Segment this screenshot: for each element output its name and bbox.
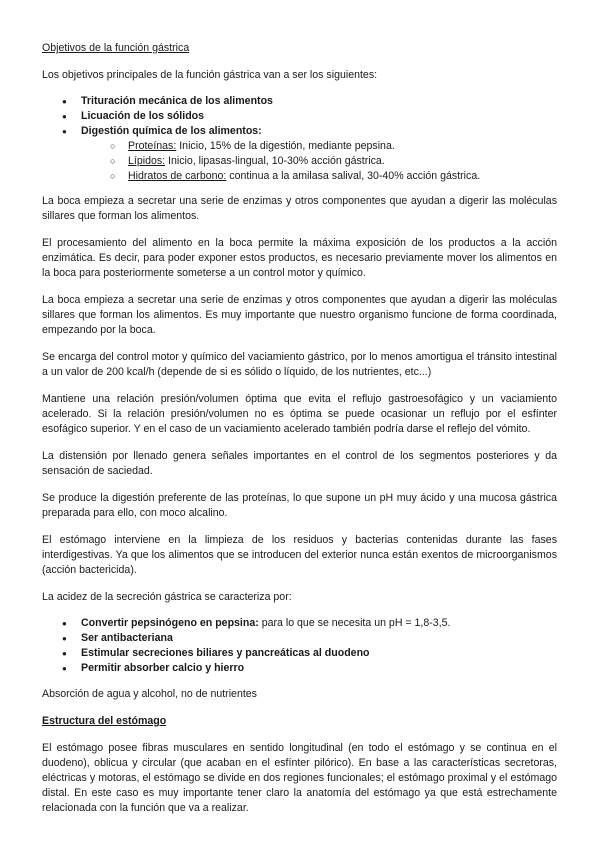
sublist-item: ○ Lípidos: Inicio, lipasas-lingual, 10-30% acción gástrica. bbox=[110, 154, 557, 169]
list-item: ● Estimular secreciones biliares y pancreáticas al duodeno bbox=[62, 646, 557, 661]
sublist-item: ○ Proteínas: Inicio, 15% de la digestión, mediante pepsina. bbox=[110, 139, 557, 154]
digestion-sublist bbox=[81, 139, 557, 184]
paragraph: La distensión por llenado genera señales importantes en el control de los segmentos posteriores y da sensación de saciedad. bbox=[42, 450, 557, 477]
intro-paragraph: Los objetivos principales de la función gástrica van a ser los siguientes: bbox=[42, 69, 378, 81]
paragraph: La acidez de la secreción gástrica se caracteriza por: bbox=[42, 591, 292, 603]
list-item: ● Trituración mecánica de los alimentos bbox=[62, 94, 557, 109]
list-item: ● Ser antibacteriana bbox=[62, 631, 557, 646]
paragraph: Mantiene una relación presión/volumen óptima que evita el reflujo gastroesofágico y un vaciamiento acelerado. Si la relación presión/volumen no es óptima se puede ocasionar un reflujo por el esfínter esofágico superior. Y en el caso de un vaciamiento acelerado también podría darse el reflejo del vómito. bbox=[42, 393, 557, 435]
paragraph: Se produce la digestión preferente de las proteínas, lo que supone un pH muy ácido y una mucosa gástrica preparada para ello, con moco alcalino. bbox=[42, 492, 557, 519]
paragraph: Se encarga del control motor y químico del vaciamiento gástrico, por lo menos amortigua el tránsito intestinal a un valor de 200 kcal/h (depende de si es sólido o líquido, de los nutrientes, etc...) bbox=[42, 351, 557, 378]
objetivos-list bbox=[42, 94, 557, 184]
section-title-estructura: Estructura del estómago bbox=[42, 715, 167, 727]
list-item: ● Licuación de los sólidos bbox=[62, 109, 557, 124]
paragraph: La boca empieza a secretar una serie de enzimas y otros componentes que ayudan a digerir las moléculas sillares que forman los alimentos. bbox=[42, 195, 557, 222]
estructura-paragraph: El estómago posee fibras musculares en sentido longitudinal (en todo el estómago y se continua en el duodeno), oblicua y circular (que acaban en el esfínter pilórico). En base a las características secretoras, eléctricas y motoras, el estómago se divide en dos regiones funcionales; el estómago proximal y el estómago distal. En este caso es muy importante tener claro la anatomía del estómago ya que está estrechamente relacionada con la función que va a realizar. bbox=[42, 742, 557, 814]
paragraph: La boca empieza a secretar una serie de enzimas y otros componentes que ayudan a digerir las moléculas sillares que forman los alimentos. Es muy importante que nuestro organismo funcione de forma coordinada, empezando por la boca. bbox=[42, 294, 557, 336]
list-item: ● Permitir absorber calcio y hierro bbox=[62, 661, 557, 676]
acidez-list bbox=[42, 616, 557, 676]
absorcion-paragraph: Absorción de agua y alcohol, no de nutrientes bbox=[42, 688, 257, 700]
list-item: ● Digestión química de los alimentos: ○ Proteínas: Inicio, 15% de la digestión, mediante pepsina. ○ Lípidos: Inicio, lipasas-lingual, 10-30% acción gástrica. ○ Hidratos de carbono: continua a la amilasa salival, 30-40% acción gástrica. bbox=[62, 124, 557, 184]
paragraph: El procesamiento del alimento en la boca permite la máxima exposición de los productos a la acción enzimática. Es decir, para poder exponer estos productos, es necesario previamente mover los alimentos en la boca para posteriormente someterse a un control motor y químico. bbox=[42, 237, 557, 279]
paragraph: El estómago interviene en la limpieza de los residuos y bacterias contenidas durante las fases interdigestivas. Ya que los alimentos que se introducen del exterior nunca están exentos de microorganismos (acción bactericida). bbox=[42, 534, 557, 576]
section-title-objetivos: Objetivos de la función gástrica bbox=[42, 42, 190, 54]
sublist-item: ○ Hidratos de carbono: continua a la amilasa salival, 30-40% acción gástrica. bbox=[110, 169, 557, 184]
list-item: ● Convertir pepsinógeno en pepsina: para lo que se necesita un pH = 1,8-3,5. bbox=[62, 616, 557, 631]
